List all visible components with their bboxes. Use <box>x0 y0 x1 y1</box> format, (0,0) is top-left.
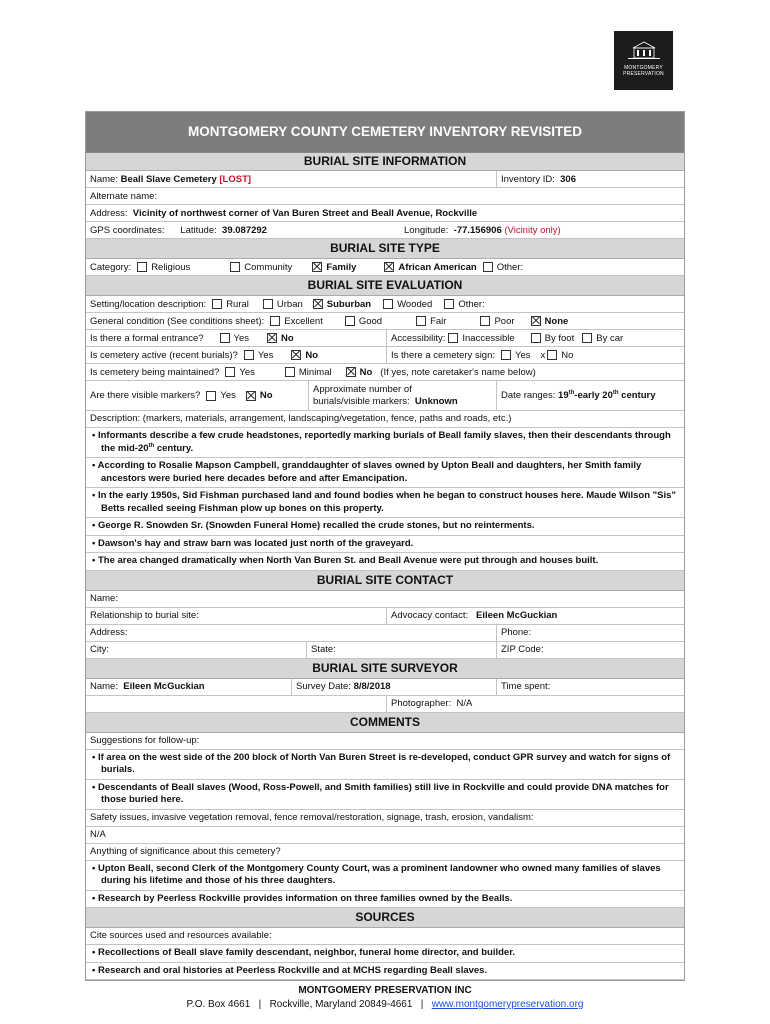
family-label: Family <box>326 261 357 273</box>
sources-list <box>86 945 684 980</box>
name-field[interactable] <box>86 171 496 187</box>
other-type-label: Other: <box>496 261 524 273</box>
markers-label: Are there visible markers? <box>90 390 201 401</box>
name-value: Beall Slave Cemetery <box>120 173 217 185</box>
good-checkbox[interactable] <box>345 316 355 326</box>
section-heading-sources: SOURCES <box>86 908 684 928</box>
inventory-id-field[interactable] <box>496 171 684 187</box>
active-yes-label: Yes <box>257 349 274 361</box>
sources-label: Cite sources used and resources available: <box>86 928 684 945</box>
poor-checkbox[interactable] <box>480 316 490 326</box>
significance-bullet: • Upton Beall, second Clerk of the Montgomery County Court, was a prominent landowner who owned many families of slaves during his lifetime and those of his three daughters. <box>86 861 684 891</box>
caretaker-note: (If yes, note caretaker's name below) <box>380 366 536 378</box>
markers-yes-checkbox[interactable] <box>206 391 216 401</box>
advocacy-field[interactable] <box>386 608 684 624</box>
rural-label: Rural <box>226 298 249 310</box>
logo-line-1: MONTGOMERY <box>624 65 663 71</box>
sign-yes-label: Yes <box>515 349 531 361</box>
african-american-label: African American <box>398 261 477 273</box>
maintained-row <box>86 364 684 380</box>
setting-label: Setting/location description: <box>90 298 207 310</box>
description-bullet: • Informants describe a few crude headstones, reportedly marking burials of Beall family slaves, then their descendants through the mid-20th century. <box>86 428 684 458</box>
sign-no-label: No <box>561 349 574 361</box>
religious-checkbox[interactable] <box>137 262 147 272</box>
maintained-yes-checkbox[interactable] <box>225 367 235 377</box>
safety-value: N/A <box>86 827 684 844</box>
inventory-form <box>85 111 685 981</box>
other-setting-label: Other: <box>458 298 485 310</box>
section-heading-comments: COMMENTS <box>86 713 684 733</box>
sign-no-checkbox[interactable] <box>547 350 557 360</box>
latitude-field[interactable] <box>86 222 396 238</box>
survey-date-value: 8/8/2018 <box>353 681 391 692</box>
address-value: Vicinity of northwest corner of Van Buren Street and Beall Avenue, Rockville <box>132 207 478 219</box>
entrance-row <box>86 330 386 346</box>
footer-website-link[interactable]: www.montgomerypreservation.org <box>431 999 584 1010</box>
survey-date-label: Survey Date: <box>296 681 351 692</box>
longitude-value: -77.156906 <box>453 224 502 236</box>
markers-no-label: No <box>259 390 273 401</box>
surveyor-spacer <box>86 696 386 712</box>
significance-bullet: • Research by Peerless Rockville provides information on three families owned by the Bealls. <box>86 891 684 909</box>
sign-x-mark: x <box>540 349 546 361</box>
other-setting-checkbox[interactable] <box>444 299 454 309</box>
wooded-checkbox[interactable] <box>383 299 393 309</box>
inventory-id-label: Inventory ID: <box>501 173 555 185</box>
safety-label: Safety issues, invasive vegetation removal, fence removal/restoration, signage, trash, erosion, vandalism: <box>86 810 684 827</box>
phone-field[interactable] <box>496 625 684 641</box>
approx-label-line-2: burials/visible markers: <box>313 395 410 407</box>
fair-label: Fair <box>430 315 447 327</box>
rural-checkbox[interactable] <box>212 299 222 309</box>
by-car-label: By car <box>596 332 624 344</box>
advocacy-value: Eileen McGuckian <box>476 610 558 621</box>
suburban-label: Suburban <box>326 298 372 310</box>
address-field[interactable] <box>86 205 684 221</box>
followup-label: Suggestions for follow-up: <box>86 733 684 750</box>
inaccessible-label: Inaccessible <box>462 332 515 344</box>
sign-label: Is there a cemetery sign: <box>391 349 496 361</box>
longitude-label: Longitude: <box>404 224 449 236</box>
maintained-yes-label: Yes <box>239 366 255 378</box>
section-heading-contact: BURIAL SITE CONTACT <box>86 571 684 591</box>
wooded-label: Wooded <box>397 298 433 310</box>
significance-label: Anything of significance about this cemetery? <box>86 844 684 861</box>
followup-bullet: • If area on the west side of the 200 block of North Van Buren Street is re-developed, conduct GPR survey and watch for signs of burials. <box>86 750 684 780</box>
other-type-checkbox[interactable] <box>483 262 493 272</box>
category-label: Category: <box>90 261 132 273</box>
sign-row <box>386 347 684 363</box>
category-row <box>86 259 684 275</box>
african-american-checkbox[interactable] <box>384 262 394 272</box>
condition-row <box>86 313 684 329</box>
contact-address-label: Address: <box>90 627 128 638</box>
entrance-yes-label: Yes <box>233 332 250 344</box>
excellent-label: Excellent <box>284 315 323 327</box>
urban-label: Urban <box>276 298 303 310</box>
relationship-label: Relationship to burial site: <box>90 610 199 621</box>
name-label: Name: <box>90 173 118 185</box>
address-label: Address: <box>90 207 128 219</box>
approx-label-line-1: Approximate number of <box>313 383 412 395</box>
family-checkbox[interactable] <box>312 262 322 272</box>
footer-separator-2: | <box>420 999 424 1010</box>
time-spent-field[interactable] <box>496 679 684 695</box>
footer-separator-1: | <box>258 999 262 1010</box>
entrance-no-label: No <box>281 332 294 344</box>
entrance-yes-checkbox[interactable] <box>220 333 230 343</box>
description-list <box>86 428 684 571</box>
alternate-name-label: Alternate name: <box>90 190 158 202</box>
followup-bullet: • Descendants of Beall slaves (Wood, Ross-Powell, and Smith families) still live in Rockville and could provide DNA matches for those buried here. <box>86 780 684 810</box>
maintained-label: Is cemetery being maintained? <box>90 366 220 378</box>
photographer-field[interactable] <box>386 696 684 712</box>
sign-yes-checkbox[interactable] <box>501 350 511 360</box>
gps-label: GPS coordinates: <box>90 224 165 236</box>
section-heading-information: BURIAL SITE INFORMATION <box>86 153 684 171</box>
active-label: Is cemetery active (recent burials)? <box>90 349 238 361</box>
poor-label: Poor <box>494 315 515 327</box>
section-heading-evaluation: BURIAL SITE EVALUATION <box>86 276 684 296</box>
state-label: State: <box>311 644 336 655</box>
lost-flag: [LOST] <box>219 173 252 185</box>
markers-no-checkbox[interactable] <box>246 391 256 401</box>
state-field[interactable] <box>306 642 496 658</box>
approx-value: Unknown <box>414 395 458 407</box>
by-foot-label: By foot <box>544 332 575 344</box>
maintained-minimal-checkbox[interactable] <box>285 367 295 377</box>
date-range-field[interactable] <box>496 381 684 410</box>
contact-address-field[interactable] <box>86 625 496 641</box>
city-label: City: <box>90 644 109 655</box>
followup-list <box>86 750 684 810</box>
setting-row <box>86 296 684 312</box>
inaccessible-checkbox[interactable] <box>448 333 458 343</box>
active-row <box>86 347 386 363</box>
accessibility-row <box>386 330 684 346</box>
source-bullet: • Research and oral histories at Peerless Rockville and at MCHS regarding Beall slaves. <box>86 963 684 981</box>
entrance-no-checkbox[interactable] <box>267 333 277 343</box>
good-label: Good <box>358 315 383 327</box>
building-icon <box>627 40 661 60</box>
active-no-label: No <box>305 349 319 361</box>
description-bullet: • According to Rosalie Mapson Campbell, granddaughter of slaves owned by Upton Beall and daughters, her Smith family ancestors were buried here decades before and after Emancipation. <box>86 458 684 488</box>
city-field[interactable] <box>86 642 306 658</box>
urban-checkbox[interactable] <box>263 299 273 309</box>
by-foot-checkbox[interactable] <box>531 333 541 343</box>
photographer-value: N/A <box>456 698 473 709</box>
phone-label: Phone: <box>501 627 532 638</box>
surveyor-name-value: Eileen McGuckian <box>123 681 205 692</box>
active-yes-checkbox[interactable] <box>244 350 254 360</box>
time-spent-label: Time spent: <box>501 681 551 692</box>
latitude-label: Latitude: <box>180 224 217 236</box>
advocacy-label: Advocacy contact: <box>391 610 469 621</box>
date-range-value: 19th-early 20th century <box>558 389 656 401</box>
maintained-minimal-label: Minimal <box>298 366 332 378</box>
logo <box>614 31 673 90</box>
none-checkbox[interactable] <box>531 316 541 326</box>
significance-list <box>86 861 684 909</box>
fair-checkbox[interactable] <box>416 316 426 326</box>
photographer-label: Photographer: <box>391 698 452 709</box>
active-no-checkbox[interactable] <box>291 350 301 360</box>
markers-row <box>86 381 308 410</box>
latitude-value: 39.087292 <box>222 224 267 236</box>
description-label: Description: (markers, materials, arrangement, landscaping/vegetation, fence, paths and roads, etc.) <box>86 411 684 428</box>
entrance-label: Is there a formal entrance? <box>90 332 204 344</box>
form-title: MONTGOMERY COUNTY CEMETERY INVENTORY REVISITED <box>86 112 684 153</box>
footer <box>0 985 770 1010</box>
contact-name-label: Name: <box>90 593 118 604</box>
logo-line-2: PRESERVATION <box>623 71 664 77</box>
by-car-checkbox[interactable] <box>582 333 592 343</box>
date-range-label: Date ranges: <box>501 390 556 401</box>
source-bullet: • Recollections of Beall slave family descendant, neighbor, funeral home director, and builder. <box>86 945 684 963</box>
suburban-checkbox[interactable] <box>313 299 323 309</box>
relationship-field[interactable] <box>86 608 386 624</box>
maintained-no-checkbox[interactable] <box>346 367 356 377</box>
footer-po-box: P.O. Box 4661 <box>186 999 251 1010</box>
description-bullet: • In the early 1950s, Sid Fishman purchased land and found bodies when he began to construct houses here. Maude Wilson "Sis" Betts recalled seeing Fishman plow up bones on this property. <box>86 488 684 518</box>
footer-city: Rockville, Maryland 20849-4661 <box>269 999 413 1010</box>
description-bullet: • Dawson's hay and straw barn was located just north of the graveyard. <box>86 536 684 554</box>
excellent-checkbox[interactable] <box>270 316 280 326</box>
description-bullet: • The area changed dramatically when North Van Buren St. and Beall Avenue were put through and houses built. <box>86 553 684 571</box>
approx-burials-field[interactable] <box>308 381 496 410</box>
vicinity-note: (Vicinity only) <box>504 224 561 236</box>
maintained-no-label: No <box>359 366 373 378</box>
condition-label: General condition (See conditions sheet): <box>90 315 265 327</box>
survey-date-field[interactable] <box>291 679 496 695</box>
section-heading-type: BURIAL SITE TYPE <box>86 239 684 259</box>
surveyor-name-label: Name: <box>90 681 118 692</box>
none-label: None <box>544 315 569 327</box>
zip-label: ZIP Code: <box>501 644 544 655</box>
inventory-id-value: 306 <box>560 173 576 185</box>
section-heading-surveyor: BURIAL SITE SURVEYOR <box>86 659 684 679</box>
alternate-name-field[interactable] <box>86 188 684 204</box>
contact-name-field[interactable] <box>86 591 684 607</box>
community-checkbox[interactable] <box>230 262 240 272</box>
footer-org: MONTGOMERY PRESERVATION INC <box>298 985 472 996</box>
zip-field[interactable] <box>496 642 684 658</box>
accessibility-label: Accessibility: <box>391 332 446 344</box>
longitude-field[interactable] <box>396 222 684 238</box>
markers-yes-label: Yes <box>220 390 236 401</box>
surveyor-name-field[interactable] <box>86 679 291 695</box>
description-bullet: • George R. Snowden Sr. (Snowden Funeral Home) recalled the crude stones, but no reinterments. <box>86 518 684 536</box>
community-label: Community <box>244 261 293 273</box>
religious-label: Religious <box>151 261 191 273</box>
